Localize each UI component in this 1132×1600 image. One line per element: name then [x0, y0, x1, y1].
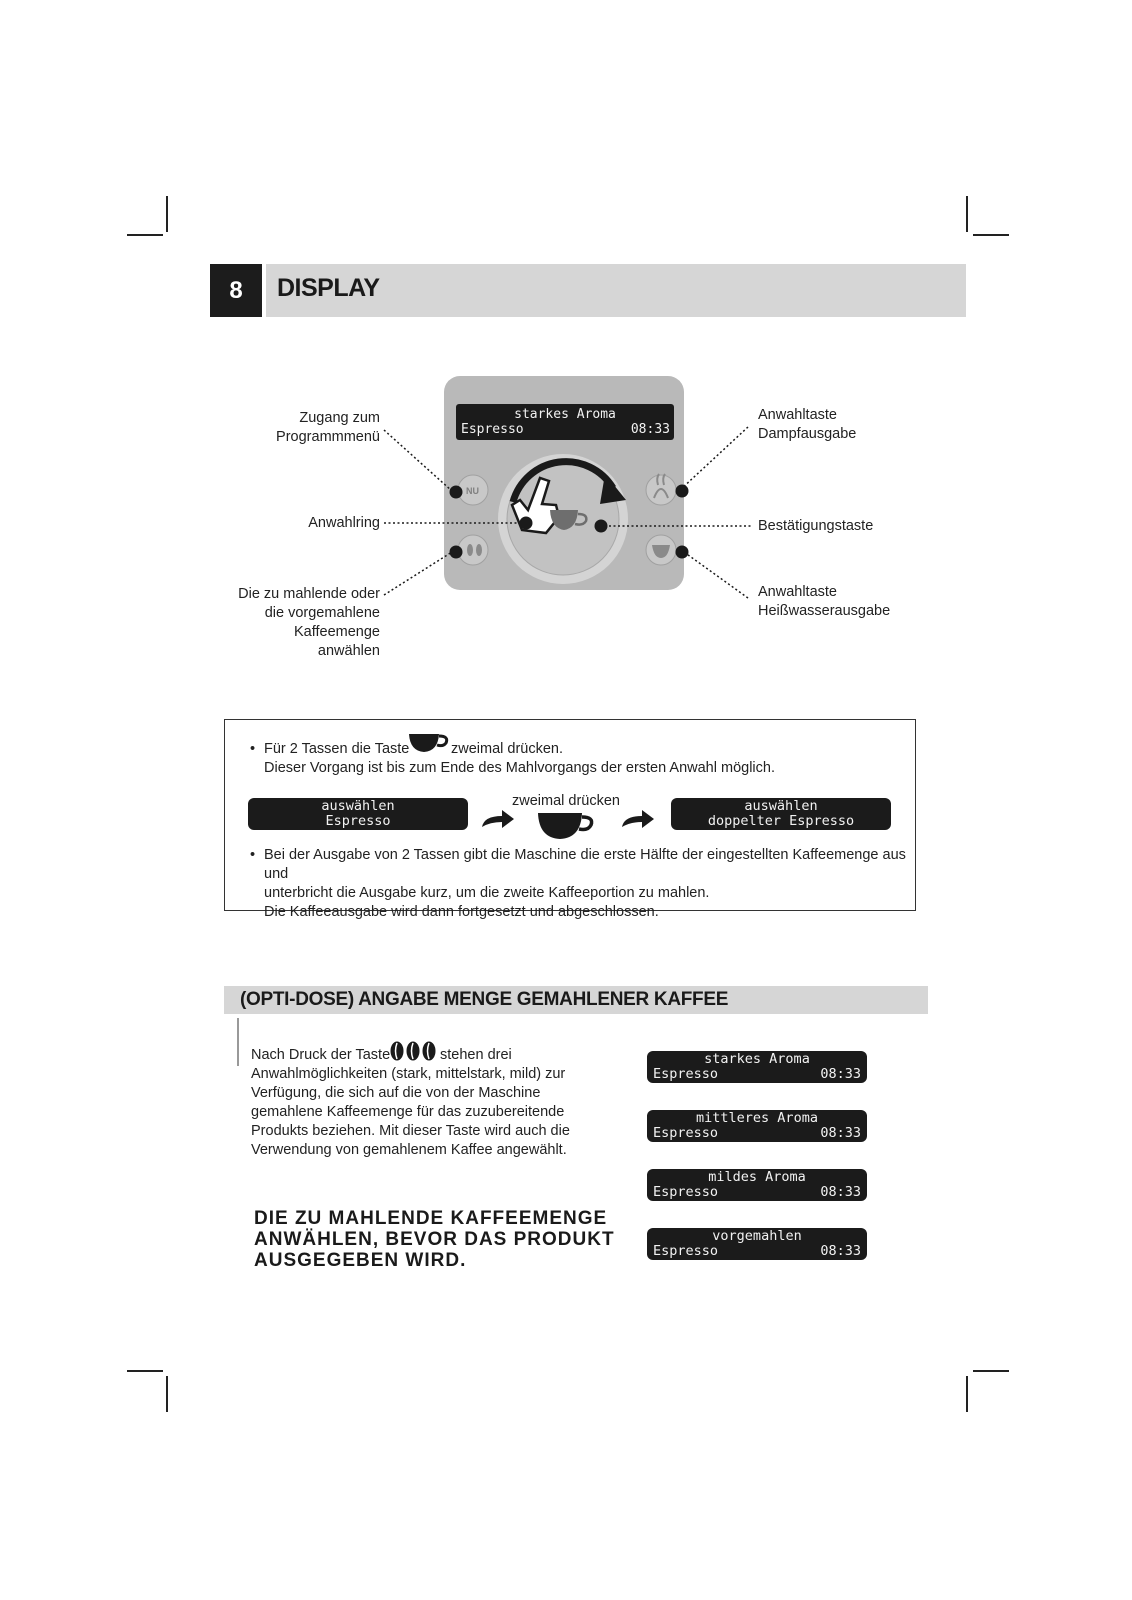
bullet-icon: •	[250, 847, 256, 863]
lcd-medium-aroma: mittleres Aroma Espresso 08:33	[647, 1110, 867, 1142]
label-hot-water: Anwahltaste Heißwasserausgabe	[758, 584, 891, 619]
label-confirm: Bestätigungstaste	[758, 518, 874, 534]
arrow-right-icon	[620, 807, 656, 829]
press-twice-label: zweimal drücken	[512, 793, 620, 809]
lcd-strong-aroma: starkes Aroma Espresso 08:33	[647, 1051, 867, 1083]
control-panel-diagram	[0, 0, 1132, 700]
label-menu-access: Zugang zum Programmmenü	[276, 410, 380, 445]
panel-lcd-line2-right: 08:33	[630, 422, 670, 437]
double-cup-button-icon	[407, 731, 449, 755]
lcd-mild-aroma: mildes Aroma Espresso 08:33	[647, 1169, 867, 1201]
panel-lcd-line1: starkes Aroma	[514, 407, 616, 422]
crop-mark	[127, 1370, 163, 1372]
cup-icon	[536, 811, 596, 841]
label-steam: Anwahltaste Dampfausgabe	[758, 407, 857, 442]
crop-mark	[166, 1376, 168, 1412]
bean-icon	[476, 544, 482, 556]
optidose-para-first-post: stehen drei	[440, 1047, 512, 1063]
bullet-icon: •	[250, 741, 256, 757]
label-coffee-amount: Die zu mahlende oder die vorgemahlene Kaffeemenge anwählen	[238, 586, 380, 659]
panel-lcd-line2-left: Espresso	[461, 422, 524, 437]
crop-mark	[966, 1376, 968, 1412]
info-bullet1-pre: Für 2 Tassen die Taste	[264, 741, 410, 757]
menu-button-text: NU	[466, 486, 479, 496]
lcd-select-double-espresso: auswählen doppelter Espresso	[671, 798, 891, 830]
section-title: DISPLAY	[277, 274, 380, 302]
optidose-warning: DIE ZU MAHLENDE KAFFEEMENGE ANWÄHLEN, BEVOR DAS PRODUKT AUSGEGEBEN WIRD.	[254, 1208, 615, 1271]
divider	[237, 1018, 239, 1066]
label-ring: Anwahlring	[308, 515, 380, 531]
optidose-title: (OPTI-DOSE) ANGABE MENGE GEMAHLENER KAFFEE	[240, 989, 729, 1010]
bean-icon	[467, 544, 473, 556]
crop-mark	[973, 1370, 1009, 1372]
lcd-select-espresso: auswählen Espresso	[248, 798, 468, 830]
bean-button-icon	[389, 1040, 437, 1062]
info-bullet1-post: zweimal drücken.	[451, 741, 564, 757]
lcd-pre-ground: vorgemahlen Espresso 08:33	[647, 1228, 867, 1260]
section-number: 8	[210, 264, 262, 317]
info-bullet1-line2: Dieser Vorgang ist bis zum Ende des Mahlvorgangs der ersten Anwahl möglich.	[264, 760, 775, 776]
arrow-right-icon	[480, 807, 516, 829]
info-bullet2: Bei der Ausgabe von 2 Tassen gibt die Maschine die erste Hälfte der eingestellten Kaffeemenge aus und unterbricht die Ausgabe kurz, um die zweite Kaffeeportion zu mahlen. Die Kaffeeausgabe wird dann fortgesetzt und abgeschlossen.	[264, 847, 906, 920]
optidose-para-first-pre: Nach Druck der Taste	[251, 1047, 391, 1063]
optidose-paragraph: Anwahlmöglichkeiten (stark, mittelstark, mild) zur Verfügung, die sich auf die von der Maschine gemahlene Kaffeemenge für das zuzubereitende Produkts beziehen. Mit dieser Taste wird auch die Verwendung von gemahlenem Kaffee angewählt.	[251, 1066, 570, 1158]
